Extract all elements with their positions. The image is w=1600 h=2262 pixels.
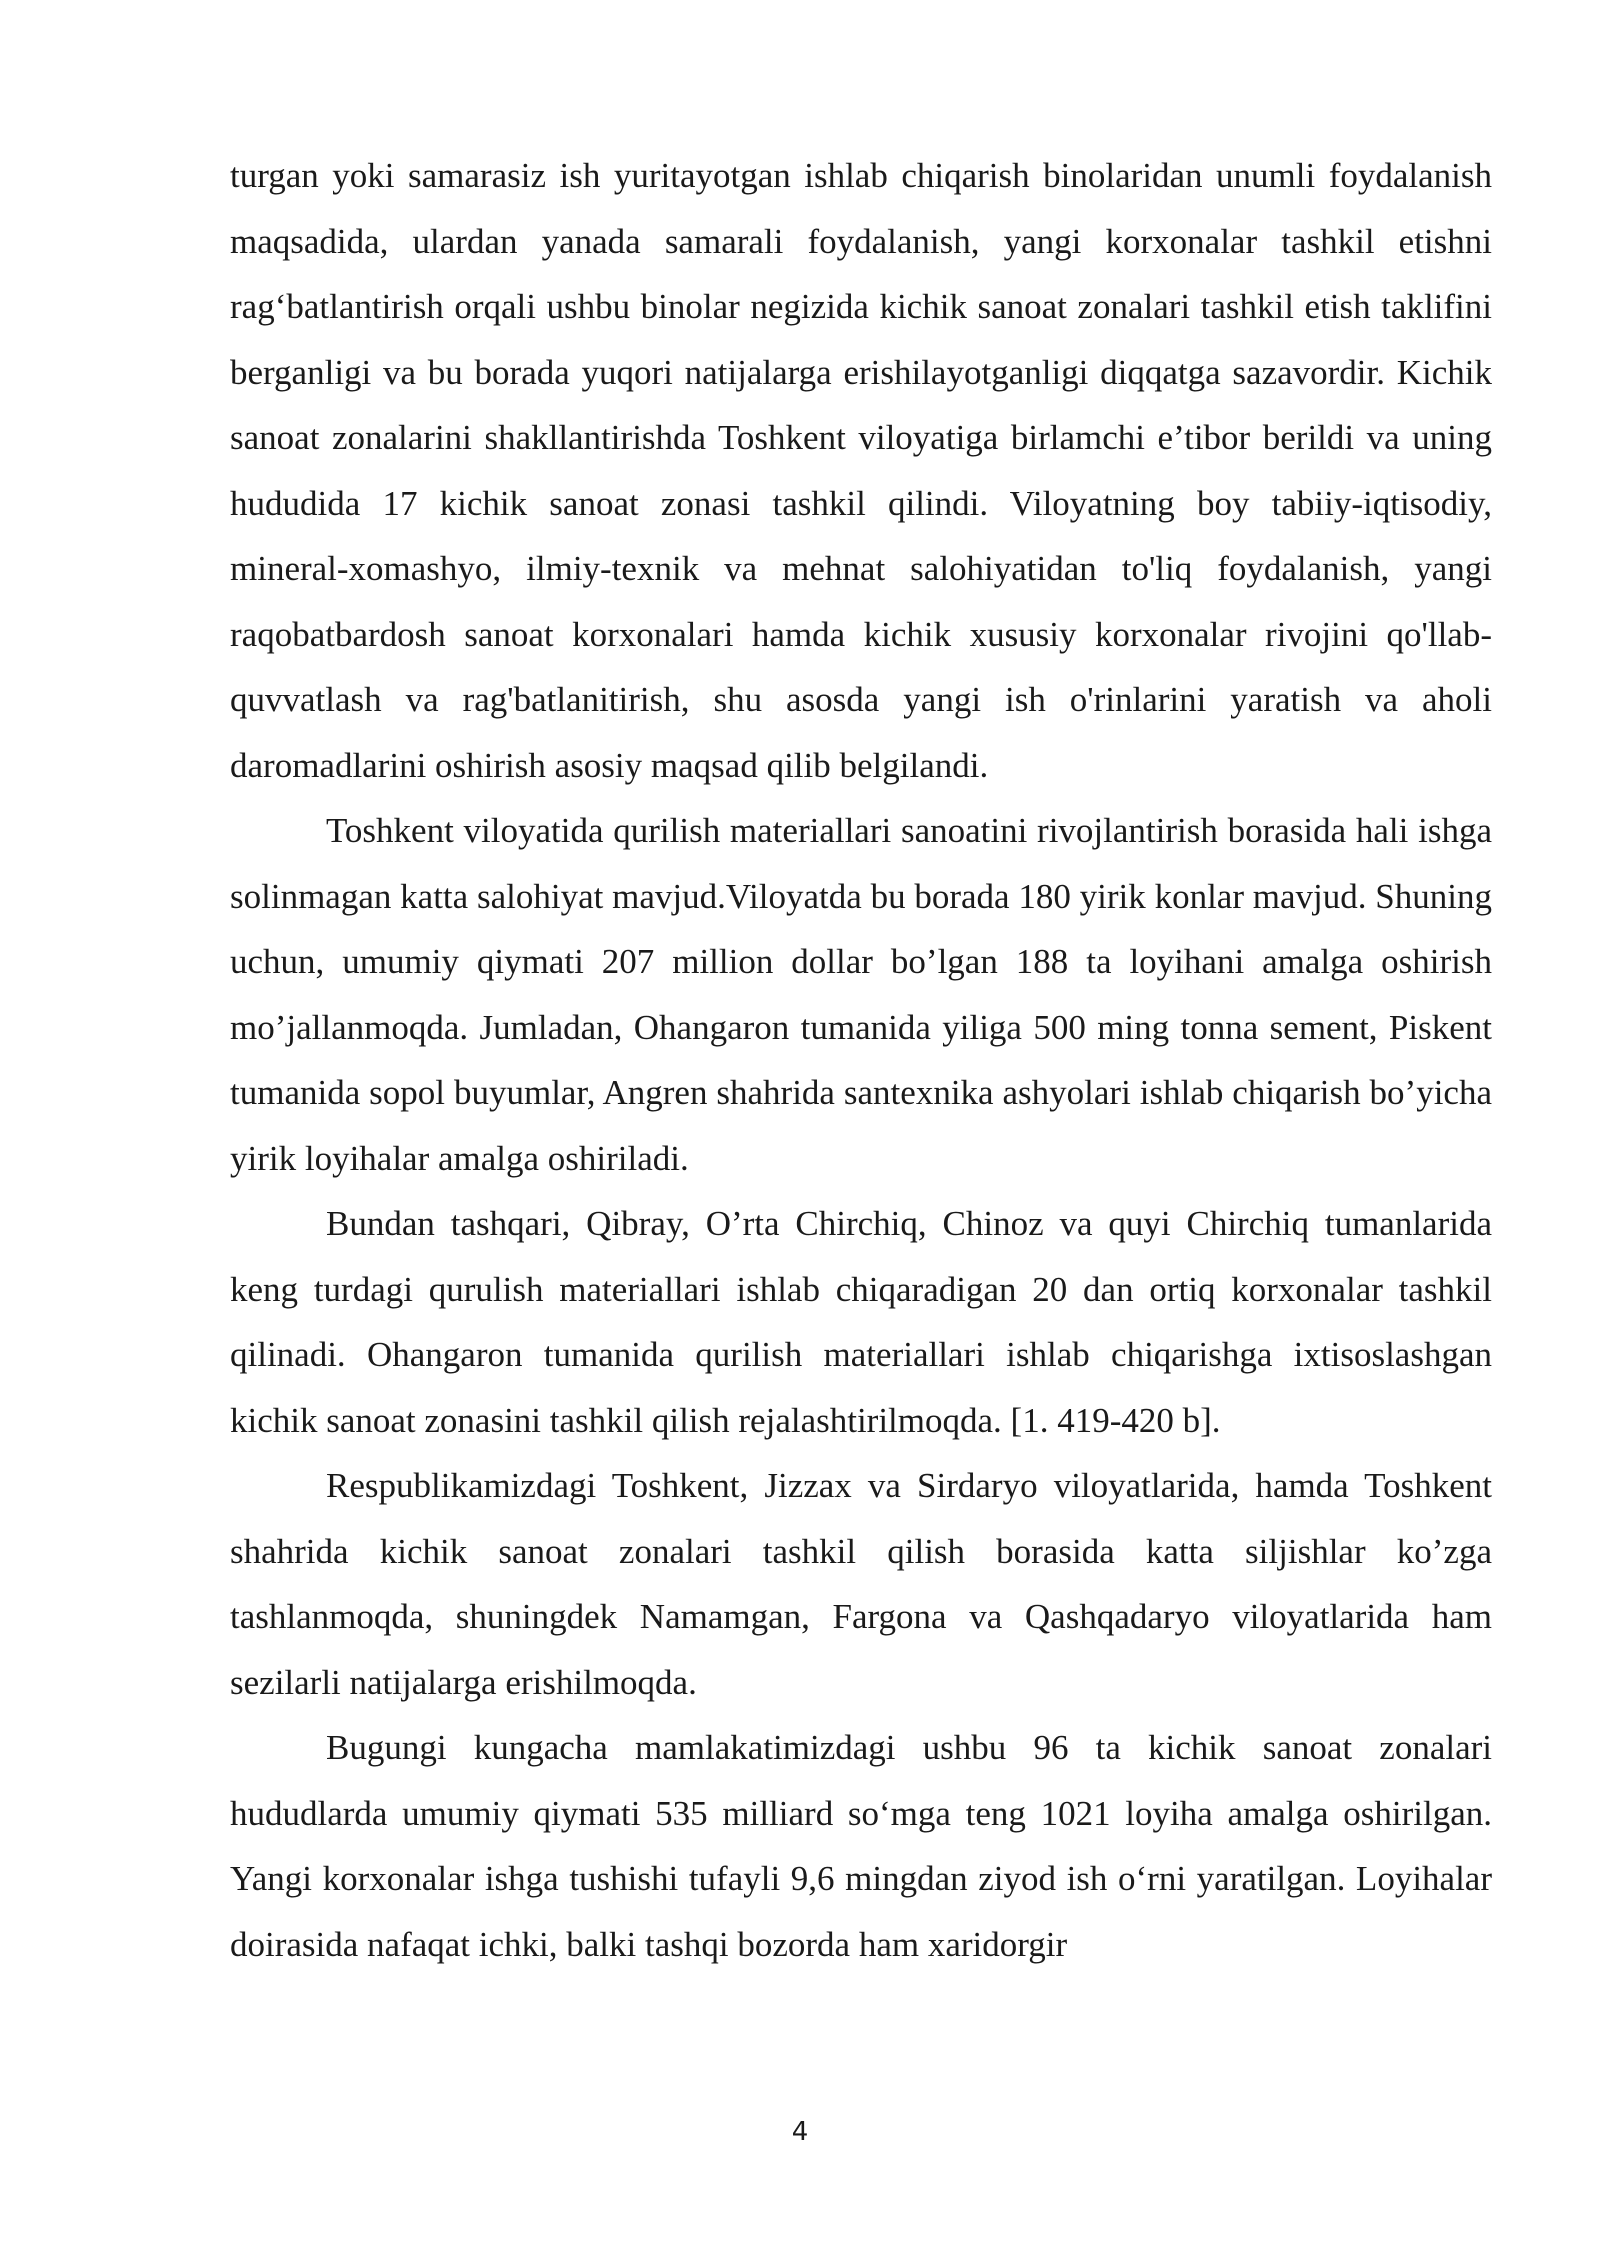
paragraph-regions: Respublikamizdagi Toshkent, Jizzax va Sirdaryo viloyatlarida, hamda Toshkent shahrida kichik sanoat zonalari tashkil qilish borasida katta siljishlar ko’zga tashlanmoqda, shuningdek Namamgan, Fargona va Qashqadaryo viloyatlarida ham sezilarli natijalarga erishilmoqda. xyxy=(230,1466,1492,1702)
paragraph-construction-materials: Toshkent viloyatida qurilish materiallari sanoatini rivojlantirish borasida hali ishga solinmagan katta salohiyat mavjud.Viloyatda bu borada 180 yirik konlar mavjud. Shuning uchun, umumiy qiymati 207 million dollar bo’lgan 188 ta loyihani amalga oshirish mo’jallanmoqda. Jumladan, Ohangaron tumanida yiliga 500 ming tonna sement, Piskent tumanida sopol buyumlar, Angren shahrida santexnika ashyolari ishlab chiqarish bo’yicha yirik loyihalar amalga oshiriladi. xyxy=(230,811,1492,1178)
paragraph-continuation: turgan yoki samarasiz ish yuritayotgan ishlab chiqarish binolaridan unumli foydalanish maqsadida, ulardan yanada samarali foydalanish, yangi korxonalar tashkil etishni rag‘batlantirish orqali ushbu binolar negizida kichik sanoat zonalari tashkil etish taklifini berganligi va bu borada yuqori natijalarga erishilayotganligi diqqatga sazavordir. Kichik sanoat zonalarini shakllantirishda Toshkent viloyatiga birlamchi e’tibor berildi va uning hududida 17 kichik sanoat zonasi tashkil qilindi. Viloyatning boy tabiiy-iqtisodiy, mineral-xomashyo, ilmiy-texnik va mehnat salohiyatidan to'liq foydalanish, yangi raqobatbardosh sanoat korxonalari hamda kichik xususiy korxonalar rivojini qo'llab-quvvatlash va rag'batlanitirish, shu asosda yangi ish o'rinlarini yaratish va aholi daromadlarini oshirish asosiy maqsad qilib belgilandi. xyxy=(230,156,1492,785)
paragraph-districts: Bundan tashqari, Qibray, O’rta Chirchiq, Chinoz va quyi Chirchiq tumanlarida keng turdagi qurulish materiallari ishlab chiqaradigan 20 dan ortiq korxonalar tashkil qilinadi. Ohangaron tumanida qurilish materiallari ishlab chiqarishga ixtisoslashgan kichik sanoat zonasini tashkil qilish rejalashtirilmoqda. [1. 419-420 b]. xyxy=(230,1204,1492,1440)
page-number: 4 xyxy=(791,2117,809,2147)
paragraph-projects: Bugungi kungacha mamlakatimizdagi ushbu 96 ta kichik sanoat zonalari hududlarda umumiy qiymati 535 milliard so‘mga teng 1021 loyiha amalga oshirilgan. Yangi korxonalar ishga tushishi tufayli 9,6 mingdan ziyod ish o‘rni yaratilgan. Loyihalar doirasida nafaqat ichki, balki tashqi bozorda ham xaridorgir xyxy=(230,1728,1492,1964)
body-text xyxy=(230,143,1492,1977)
